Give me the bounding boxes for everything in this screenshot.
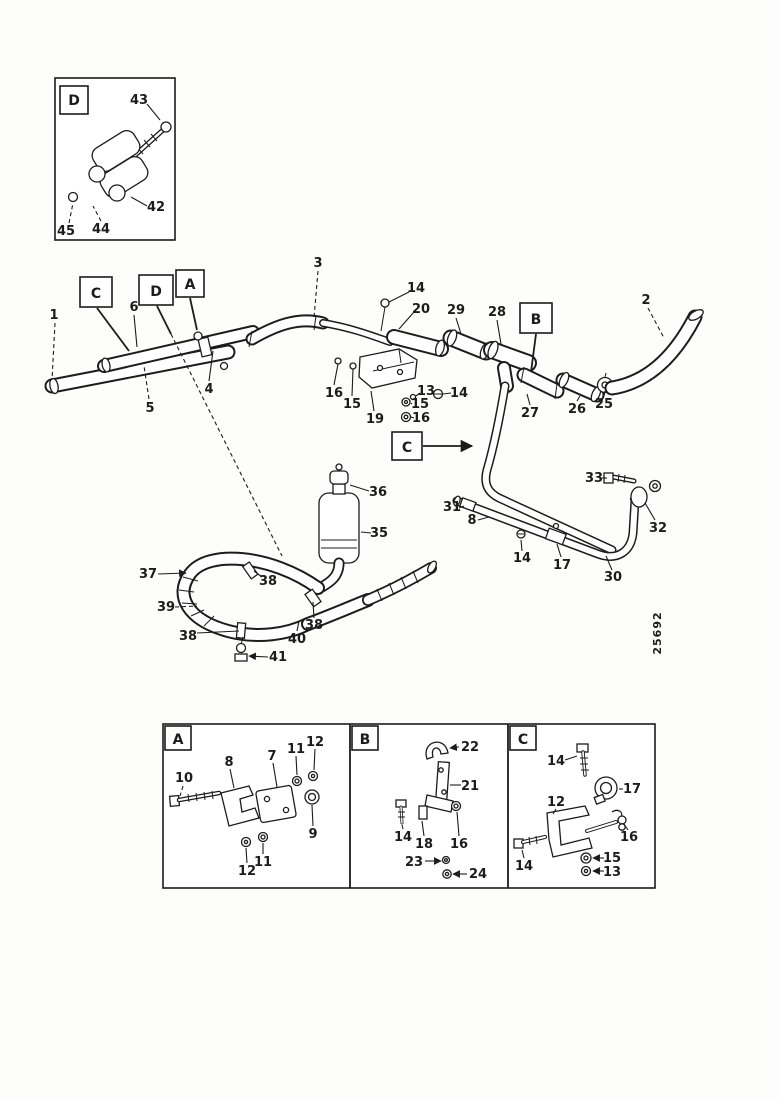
callout-a-11a: 11 (286, 742, 306, 757)
callout-38b: 38 (178, 629, 198, 644)
callout-14b: 14 (449, 386, 469, 401)
callout-26: 26 (567, 402, 587, 417)
callout-25: 25 (594, 397, 614, 412)
callout-b-22: 22 (460, 740, 480, 755)
callout-c-15: 15 (602, 851, 622, 866)
callout-a-11b: 11 (253, 855, 273, 870)
callout-b-14: 14 (393, 830, 413, 845)
callout-6: 6 (129, 300, 139, 315)
spacer-18-part (419, 806, 427, 819)
bolt-43 (161, 122, 171, 132)
callout-c-13: 13 (602, 865, 622, 880)
callout-41: 41 (268, 650, 288, 665)
callout-30: 30 (603, 570, 623, 585)
callout-a-10: 10 (174, 771, 194, 786)
small-bolt (221, 363, 228, 370)
clamp-plate-31 (460, 498, 476, 511)
callout-39: 39 (156, 600, 176, 615)
callout-13: 13 (416, 384, 436, 399)
pipe-cross-section-1 (89, 166, 105, 182)
inset-d-label: D (68, 93, 80, 109)
callout-27: 27 (520, 406, 540, 421)
callout-a-12a: 12 (305, 735, 325, 750)
plate-7-part (255, 785, 296, 823)
ref-label-a: A (184, 277, 196, 293)
callout-20: 20 (411, 302, 431, 317)
callout-c-17: 17 (622, 782, 642, 797)
hose-40 (308, 560, 438, 624)
canister-35 (319, 464, 359, 588)
ref-box-a (176, 270, 204, 330)
hose-27 (521, 367, 557, 399)
pipe-cross-section-2 (109, 185, 125, 201)
callout-a-9: 9 (308, 827, 318, 842)
callout-35: 35 (369, 526, 389, 541)
callout-c-16: 16 (619, 830, 639, 845)
callout-31: 31 (442, 500, 462, 515)
ref-box-c-right (392, 432, 472, 460)
callout-1: 1 (49, 308, 59, 323)
callout-3: 3 (313, 256, 323, 271)
callout-37: 37 (138, 567, 158, 582)
hose-clamp-38b (236, 623, 245, 639)
callout-a-7: 7 (267, 749, 277, 764)
pipe-29 (445, 329, 491, 361)
callout-a-12b: 12 (237, 864, 257, 879)
callout-b-18: 18 (414, 837, 434, 852)
callout-15b: 15 (410, 397, 430, 412)
callout-a-8: 8 (224, 755, 234, 770)
callout-42: 42 (146, 200, 166, 215)
callout-b-24: 24 (468, 867, 488, 882)
detail-inset-d (55, 78, 175, 240)
callout-15a: 15 (342, 397, 362, 412)
ref-label-d: D (150, 284, 162, 300)
callout-45: 45 (56, 224, 76, 239)
callout-38c: 38 (304, 618, 324, 633)
callout-19: 19 (365, 412, 385, 427)
hose-3 (249, 316, 323, 347)
callout-b-23: 23 (404, 855, 424, 870)
callout-b-16: 16 (449, 837, 469, 852)
callout-16a: 16 (324, 386, 344, 401)
callout-c-14-left: 14 (514, 859, 534, 874)
callout-43: 43 (129, 93, 149, 108)
bottom-insets (163, 724, 655, 888)
banjo-fitting-32-33 (604, 473, 661, 507)
callout-28: 28 (487, 305, 507, 320)
callout-29: 29 (446, 303, 466, 318)
callout-8: 8 (467, 513, 477, 528)
ref-box-c-left (80, 277, 129, 351)
ref-box-d (139, 275, 282, 556)
callout-c-12: 12 (546, 795, 566, 810)
callout-32: 32 (648, 521, 668, 536)
main-diagram (49, 256, 705, 665)
callout-c-14-top: 14 (546, 754, 566, 769)
callout-4: 4 (204, 382, 214, 397)
inset-a-label: A (172, 732, 184, 748)
inset-c-label: C (517, 732, 529, 748)
callout-14a: 14 (406, 281, 426, 296)
callout-2: 2 (641, 293, 651, 308)
bolt-45 (69, 193, 78, 202)
left-twin-pipes (49, 332, 253, 394)
callout-44: 44 (91, 222, 111, 237)
callout-14c: 14 (512, 551, 532, 566)
ref-label-b: B (530, 312, 542, 328)
callout-b-21: 21 (460, 779, 480, 794)
elbow-fitting-32 (631, 487, 647, 507)
connecting-pipe (323, 323, 390, 342)
callout-38a: 38 (258, 574, 278, 589)
callout-5: 5 (145, 401, 155, 416)
ref-label-c-left: C (90, 286, 102, 302)
callout-17: 17 (552, 558, 572, 573)
cap-36 (330, 471, 348, 484)
pipe-8 (486, 386, 612, 550)
bolt-14-target (381, 299, 389, 307)
callout-36: 36 (368, 485, 388, 500)
hose-2 (612, 308, 705, 388)
ref-label-c-right: C (401, 440, 413, 456)
callout-33: 33 (584, 471, 604, 486)
callout-40: 40 (287, 632, 307, 647)
figure-number: 25692 (651, 611, 664, 655)
callout-16b: 16 (411, 411, 431, 426)
bolt-14c (517, 530, 525, 538)
inset-b-label: B (359, 732, 371, 748)
pipe-joint (194, 332, 202, 340)
